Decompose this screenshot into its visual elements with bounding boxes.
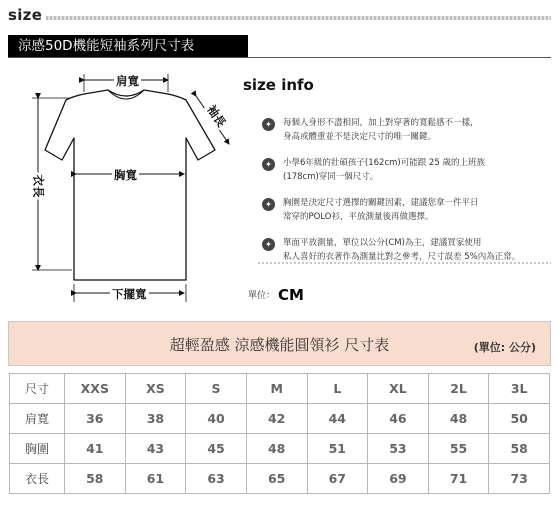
table-header-cell: S: [186, 374, 247, 404]
chest-label: 胸寬: [114, 168, 137, 182]
size-info-item: [262, 196, 479, 224]
heading-stripe: [46, 16, 551, 20]
info-text-line: 胸圍是決定尺寸選擇的關鍵因素，建議您拿一件平日: [283, 198, 479, 208]
table-cell: 65: [246, 464, 307, 494]
table-cell: 48: [246, 434, 307, 464]
table-header-cell: 3L: [489, 374, 550, 404]
info-text-line: 身高或體重並不是決定尺寸的唯一關鍵。: [283, 132, 437, 142]
table-cell: 67: [307, 464, 368, 494]
table-cell: 肩寬: [10, 404, 65, 434]
table-header-cell: XL: [368, 374, 429, 404]
table-cell: 衣長: [10, 464, 65, 494]
table-cell: 69: [368, 464, 429, 494]
info-text-line: 私人喜好的衣著作為測量比對之參考，尺寸誤差 5%內為正常。: [283, 252, 521, 262]
info-text-line: 單面平放測量，單位以公分(CM)為主，建議買家使用: [283, 238, 482, 248]
table-cell: 63: [186, 464, 247, 494]
table-cell: 36: [65, 404, 126, 434]
table-cell: 50: [489, 404, 550, 434]
table-cell: 41: [65, 434, 126, 464]
bullet-icon: ✦: [262, 158, 275, 171]
table-cell: 58: [65, 464, 126, 494]
table-cell: 45: [186, 434, 247, 464]
table-row: [10, 464, 550, 494]
table-cell: 38: [125, 404, 186, 434]
shoulder-label: 肩寬: [116, 74, 139, 88]
table-cell: 61: [125, 464, 186, 494]
table-row: [10, 404, 550, 434]
unit-value: CM: [278, 286, 304, 304]
table-cell: 73: [489, 464, 550, 494]
table-cell: 53: [368, 434, 429, 464]
table-cell: 42: [246, 404, 307, 434]
info-text-line: 每個人身形不盡相同，加上對穿著的寬鬆感不一樣，: [283, 118, 479, 128]
length-label: 衣長: [31, 174, 46, 198]
table-header-cell: L: [307, 374, 368, 404]
info-text-line: 常穿的POLO衫，平放測量後再做選擇。: [283, 212, 434, 222]
table-row: [10, 434, 550, 464]
sleeve-label: 袖長: [202, 100, 230, 131]
size-info-title: size info: [243, 76, 314, 94]
table-cell: 46: [368, 404, 429, 434]
table-header-cell: XXS: [65, 374, 126, 404]
table-cell: 51: [307, 434, 368, 464]
bullet-icon: ✦: [262, 118, 275, 131]
table-cell: 43: [125, 434, 186, 464]
table-cell: 44: [307, 404, 368, 434]
table-cell: 40: [186, 404, 247, 434]
unit-note: [248, 286, 304, 304]
size-table: [9, 373, 550, 494]
info-text-line: 小學6年級的壯碩孩子(162cm)可能跟 25 歲的上班族: [283, 158, 485, 168]
table-header-band: [8, 321, 551, 366]
size-info-item: [262, 116, 479, 144]
bullet-icon: ✦: [262, 198, 275, 211]
hem-label: 下擺寬: [112, 287, 147, 301]
unit-prefix: 單位：: [248, 291, 276, 301]
table-title: 超輕盈感 涼感機能圓領衫 尺寸表: [169, 336, 390, 354]
size-heading: size: [8, 6, 43, 24]
table-header-cell: XS: [125, 374, 186, 404]
table-header-row: [10, 374, 550, 404]
dotted-divider: [258, 262, 551, 264]
bullet-icon: ✦: [262, 238, 275, 251]
size-info-item: [262, 236, 520, 264]
table-cell: 48: [428, 404, 489, 434]
tshirt-diagram: [0, 58, 240, 318]
table-header-cell: M: [246, 374, 307, 404]
table-header-cell: 尺寸: [10, 374, 65, 404]
page-title: 涼感50D機能短袖系列尺寸表: [8, 35, 248, 57]
table-unit: (單位: 公分): [473, 341, 536, 354]
table-cell: 55: [428, 434, 489, 464]
size-info-item: [262, 156, 485, 184]
table-cell: 胸圍: [10, 434, 65, 464]
table-cell: 71: [428, 464, 489, 494]
table-header-cell: 2L: [428, 374, 489, 404]
table-cell: 58: [489, 434, 550, 464]
info-text-line: (178cm)穿同一個尺寸。: [283, 172, 379, 182]
